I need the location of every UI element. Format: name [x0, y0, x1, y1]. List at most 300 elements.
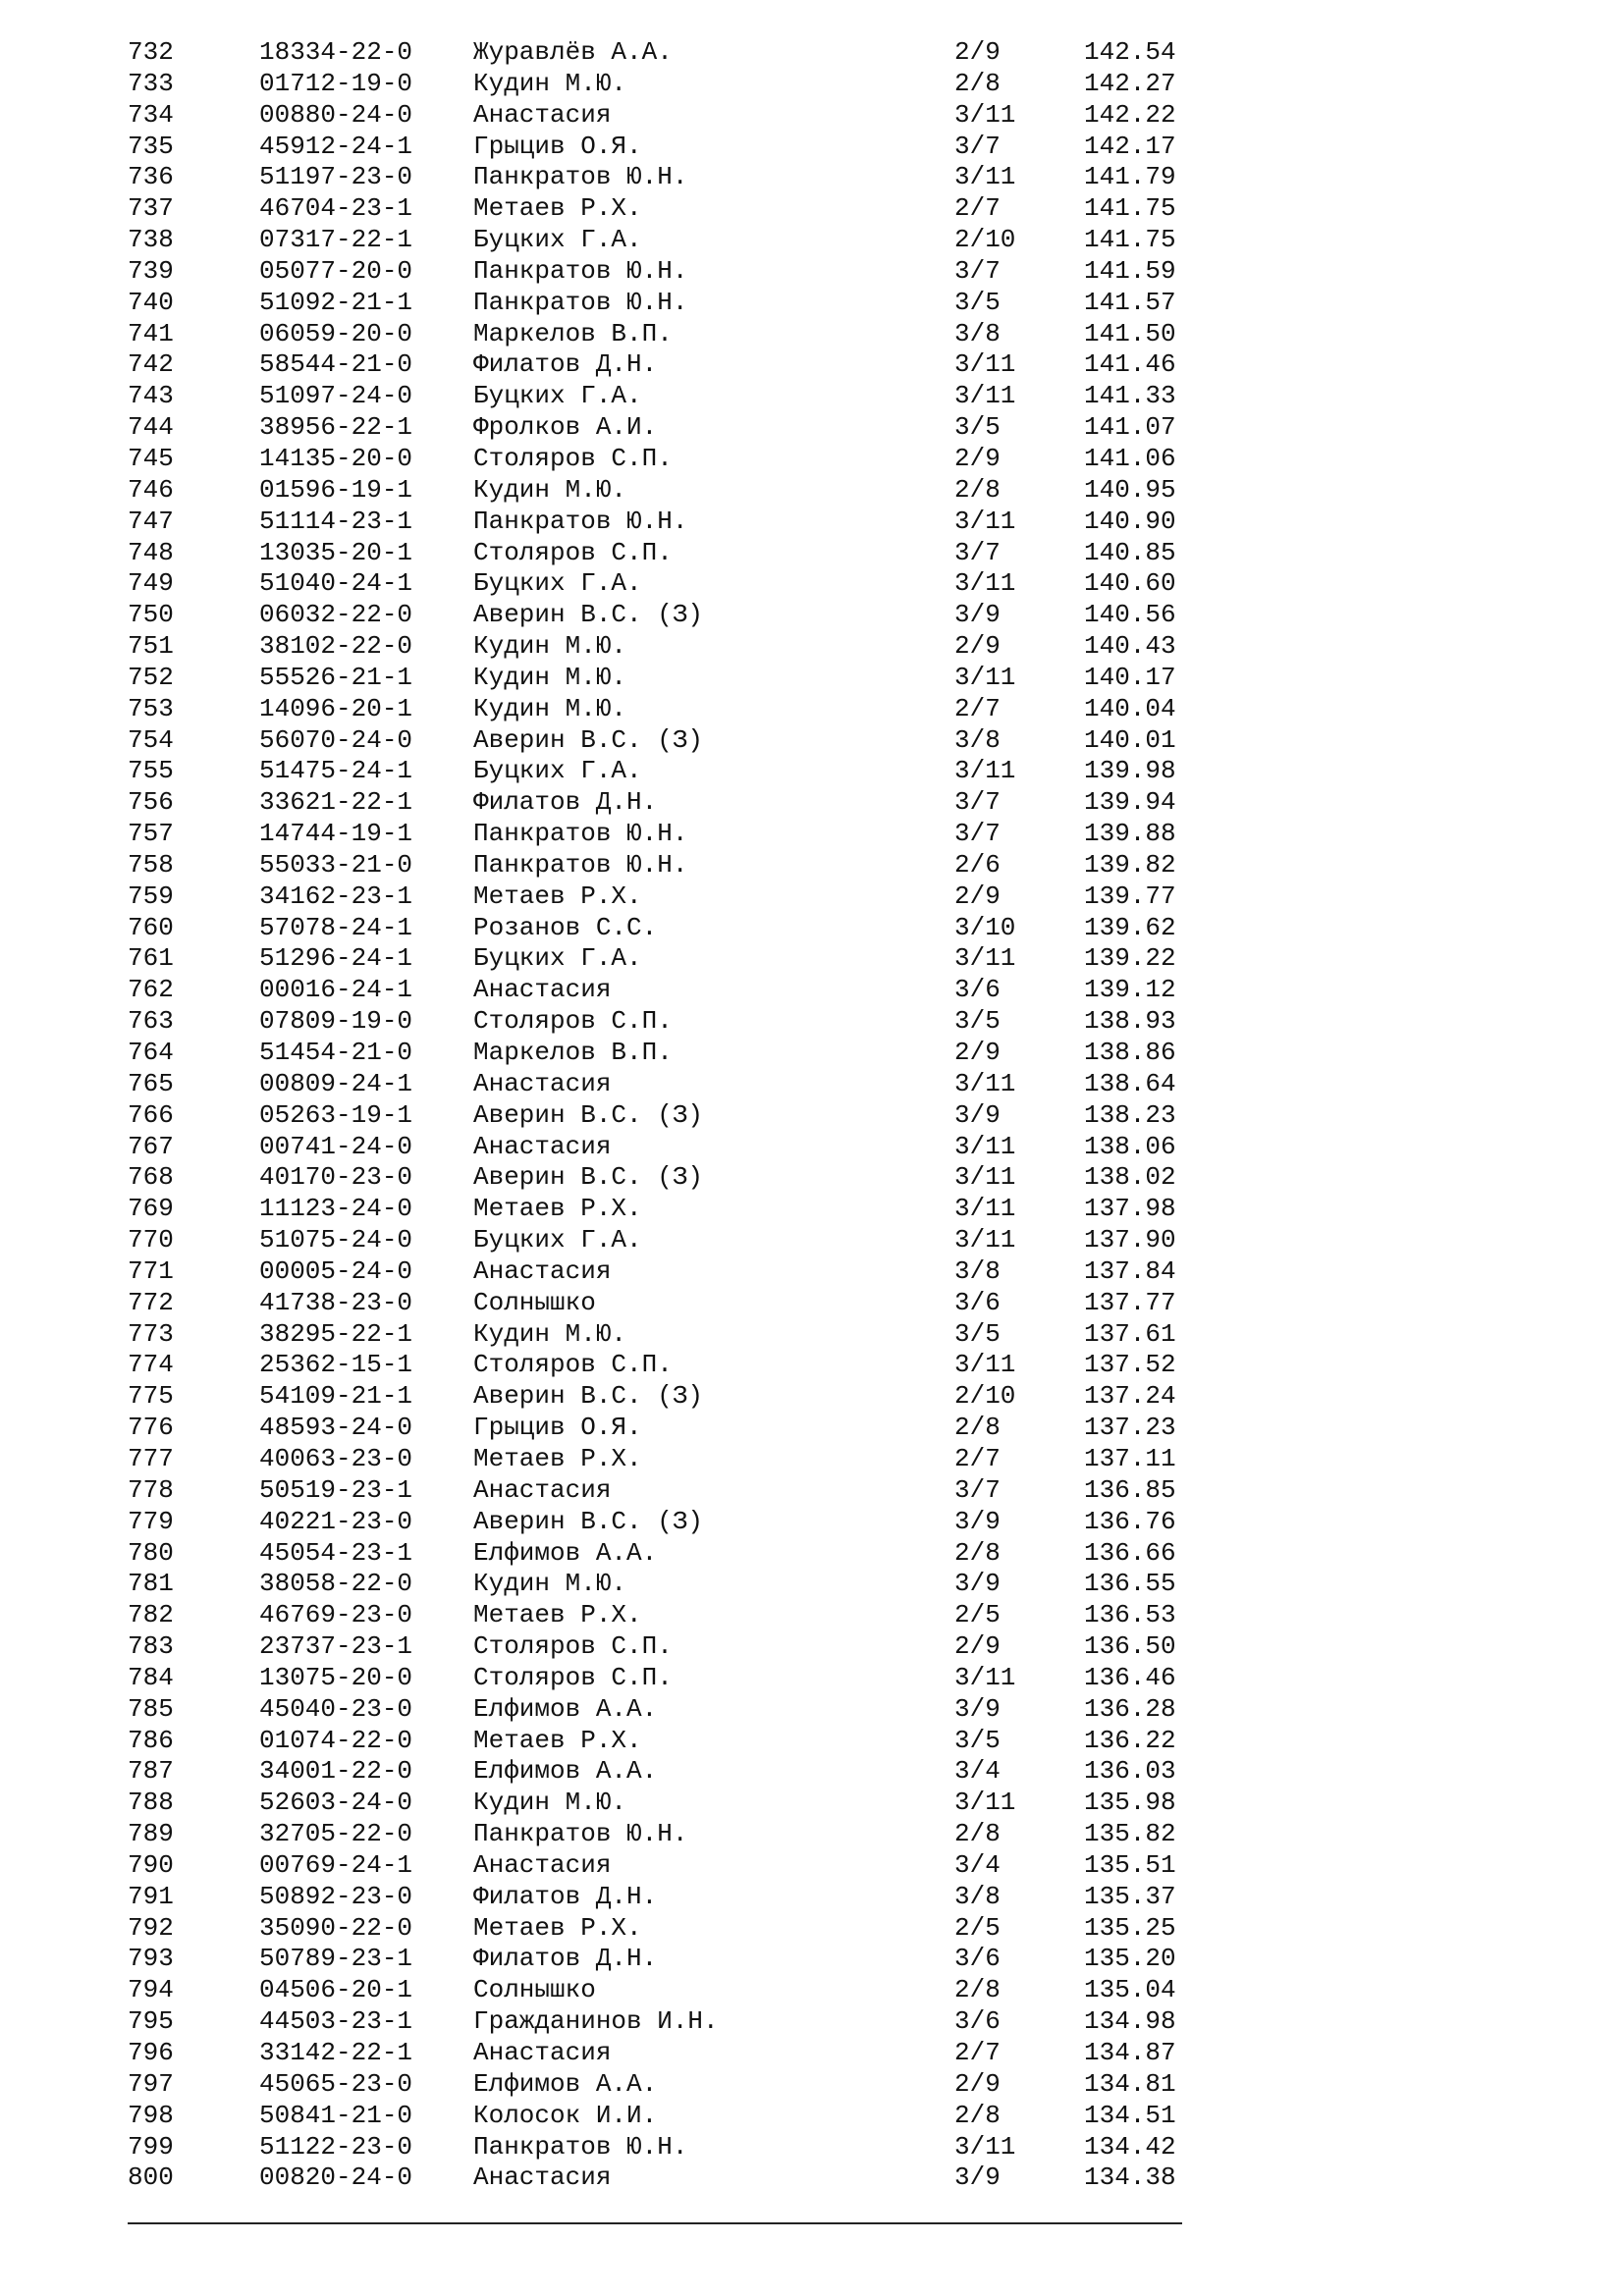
rank-number: 789 — [128, 1819, 174, 1849]
owner-name: Метаев Р.Х. — [473, 1725, 642, 1755]
score-value: 140.60 — [1084, 568, 1176, 599]
rank-number: 745 — [128, 443, 174, 473]
record-code: 05263-19-1 — [259, 1099, 413, 1130]
owner-name: Столяров С.П. — [473, 1006, 673, 1037]
ratio-value: 3/11 — [954, 162, 1016, 192]
rank-number: 772 — [128, 1287, 174, 1317]
score-value: 139.22 — [1084, 943, 1176, 974]
ratio-value: 3/5 — [954, 1006, 1001, 1037]
owner-name: Кудин М.Ю. — [473, 474, 627, 505]
record-code: 35090-22-0 — [259, 1912, 413, 1943]
record-code: 34001-22-0 — [259, 1756, 413, 1787]
score-value: 137.23 — [1084, 1413, 1176, 1443]
owner-name: Анастасия — [473, 1849, 612, 1880]
record-code: 50892-23-0 — [259, 1881, 413, 1911]
score-value: 138.93 — [1084, 1006, 1176, 1037]
ratio-value: 3/6 — [954, 1944, 1001, 1974]
owner-name: Грыцив О.Я. — [473, 131, 642, 161]
ratio-value: 2/7 — [954, 1443, 1001, 1473]
rank-number: 788 — [128, 1788, 174, 1818]
record-code: 45912-24-1 — [259, 131, 413, 161]
owner-name: Солнышко — [473, 1975, 596, 2005]
record-code: 50519-23-1 — [259, 1474, 413, 1505]
owner-name: Буцких Г.А. — [473, 568, 642, 599]
ratio-value: 2/8 — [954, 1975, 1001, 2005]
rank-number: 744 — [128, 412, 174, 443]
score-value: 136.46 — [1084, 1662, 1176, 1692]
ratio-value: 2/9 — [954, 2068, 1001, 2099]
owner-name: Анастасия — [473, 1131, 612, 1161]
rank-number: 787 — [128, 1756, 174, 1787]
rank-number: 782 — [128, 1600, 174, 1630]
ratio-value: 2/6 — [954, 849, 1001, 880]
ratio-value: 2/7 — [954, 193, 1001, 224]
score-value: 138.02 — [1084, 1162, 1176, 1193]
rank-number: 762 — [128, 975, 174, 1005]
record-code: 32705-22-0 — [259, 1819, 413, 1849]
owner-name: Анастасия — [473, 1255, 612, 1286]
ratio-value: 3/5 — [954, 1318, 1001, 1349]
record-code: 51475-24-1 — [259, 756, 413, 786]
ratio-value: 3/7 — [954, 819, 1001, 849]
rank-number: 740 — [128, 287, 174, 317]
ratio-value: 3/11 — [954, 662, 1016, 692]
record-code: 41738-23-0 — [259, 1287, 413, 1317]
score-value: 134.51 — [1084, 2100, 1176, 2130]
ratio-value: 3/9 — [954, 1506, 1001, 1536]
rank-number: 785 — [128, 1693, 174, 1724]
rank-number: 746 — [128, 474, 174, 505]
ratio-value: 3/11 — [954, 349, 1016, 380]
score-value: 141.79 — [1084, 162, 1176, 192]
record-code: 01596-19-1 — [259, 474, 413, 505]
score-value: 135.51 — [1084, 1849, 1176, 1880]
record-code: 57078-24-1 — [259, 912, 413, 942]
rank-number: 749 — [128, 568, 174, 599]
ratio-value: 3/4 — [954, 1756, 1001, 1787]
rank-number: 747 — [128, 506, 174, 536]
record-code: 50789-23-1 — [259, 1944, 413, 1974]
rank-number: 751 — [128, 631, 174, 662]
score-value: 142.27 — [1084, 68, 1176, 98]
score-value: 139.77 — [1084, 881, 1176, 911]
rank-number: 760 — [128, 912, 174, 942]
owner-name: Анастасия — [473, 2038, 612, 2067]
owner-name: Грыцив О.Я. — [473, 1413, 642, 1443]
ratio-value: 3/8 — [954, 318, 1001, 348]
score-value: 139.62 — [1084, 912, 1176, 942]
owner-name: Гражданинов И.Н. — [473, 2006, 719, 2037]
owner-name: Кудин М.Ю. — [473, 68, 627, 98]
record-code: 38295-22-1 — [259, 1318, 413, 1349]
rank-number: 759 — [128, 881, 174, 911]
score-value: 140.90 — [1084, 506, 1176, 536]
owner-name: Маркелов В.П. — [473, 1038, 673, 1067]
ratio-value: 3/11 — [954, 1662, 1016, 1692]
score-value: 140.95 — [1084, 474, 1176, 505]
rank-number: 769 — [128, 1194, 174, 1224]
score-value: 139.82 — [1084, 849, 1176, 880]
rank-number: 793 — [128, 1944, 174, 1974]
score-value: 140.17 — [1084, 662, 1176, 692]
owner-name: Столяров С.П. — [473, 537, 673, 567]
ratio-value: 3/11 — [954, 568, 1016, 599]
record-code: 45054-23-1 — [259, 1537, 413, 1568]
owner-name: Метаев Р.Х. — [473, 1194, 642, 1224]
ratio-value: 3/6 — [954, 2006, 1001, 2037]
score-value: 138.64 — [1084, 1068, 1176, 1098]
record-code: 45040-23-0 — [259, 1693, 413, 1724]
record-code: 06059-20-0 — [259, 318, 413, 348]
owner-name: Елфимов А.А. — [473, 1756, 658, 1787]
score-value: 135.25 — [1084, 1912, 1176, 1943]
owner-name: Филатов Д.Н. — [473, 349, 658, 380]
rank-number: 737 — [128, 193, 174, 224]
record-code: 51454-21-0 — [259, 1038, 413, 1067]
record-code: 11123-24-0 — [259, 1194, 413, 1224]
ratio-value: 3/7 — [954, 1474, 1001, 1505]
owner-name: Столяров С.П. — [473, 1350, 673, 1380]
rank-number: 738 — [128, 225, 174, 255]
record-code: 51075-24-0 — [259, 1225, 413, 1255]
score-value: 136.03 — [1084, 1756, 1176, 1787]
ratio-value: 3/6 — [954, 975, 1001, 1005]
owner-name: Буцких Г.А. — [473, 381, 642, 411]
rank-number: 790 — [128, 1849, 174, 1880]
owner-name: Анастасия — [473, 99, 612, 130]
rank-number: 773 — [128, 1318, 174, 1349]
owner-name: Метаев Р.Х. — [473, 193, 642, 224]
score-value: 137.11 — [1084, 1443, 1176, 1473]
record-code: 51097-24-0 — [259, 381, 413, 411]
owner-name: Панкратов Ю.Н. — [473, 2131, 688, 2162]
owner-name: Анастасия — [473, 1068, 612, 1098]
score-value: 141.75 — [1084, 225, 1176, 255]
score-value: 140.85 — [1084, 537, 1176, 567]
record-code: 00880-24-0 — [259, 99, 413, 130]
score-value: 141.57 — [1084, 287, 1176, 317]
rank-number: 778 — [128, 1474, 174, 1505]
rank-number: 781 — [128, 1569, 174, 1599]
score-value: 139.98 — [1084, 756, 1176, 786]
score-value: 140.01 — [1084, 724, 1176, 755]
ratio-value: 3/11 — [954, 1225, 1016, 1255]
record-code: 00820-24-0 — [259, 2163, 413, 2193]
rank-number: 784 — [128, 1662, 174, 1692]
rank-number: 755 — [128, 756, 174, 786]
record-code: 00769-24-1 — [259, 1849, 413, 1880]
owner-name: Столяров С.П. — [473, 1662, 673, 1692]
record-code: 40221-23-0 — [259, 1506, 413, 1536]
rank-number: 780 — [128, 1537, 174, 1568]
score-value: 135.20 — [1084, 1944, 1176, 1974]
owner-name: Буцких Г.А. — [473, 1225, 642, 1255]
score-value: 135.04 — [1084, 1975, 1176, 2005]
rank-number: 767 — [128, 1131, 174, 1161]
record-code: 33621-22-1 — [259, 787, 413, 818]
rank-number: 739 — [128, 255, 174, 286]
owner-name: Филатов Д.Н. — [473, 1881, 658, 1911]
score-value: 138.86 — [1084, 1038, 1176, 1067]
rank-number: 763 — [128, 1006, 174, 1037]
record-code: 51296-24-1 — [259, 943, 413, 974]
owner-name: Кудин М.Ю. — [473, 1788, 627, 1818]
ratio-value: 3/11 — [954, 2131, 1016, 2162]
score-value: 140.43 — [1084, 631, 1176, 662]
ratio-value: 2/8 — [954, 474, 1001, 505]
ratio-value: 3/11 — [954, 1350, 1016, 1380]
score-value: 138.06 — [1084, 1131, 1176, 1161]
ratio-value: 2/9 — [954, 631, 1001, 662]
score-value: 141.50 — [1084, 318, 1176, 348]
score-value: 141.75 — [1084, 193, 1176, 224]
owner-name: Кудин М.Ю. — [473, 1318, 627, 1349]
score-value: 135.37 — [1084, 1881, 1176, 1911]
record-code: 40063-23-0 — [259, 1443, 413, 1473]
rank-number: 768 — [128, 1162, 174, 1193]
score-value: 141.33 — [1084, 381, 1176, 411]
ratio-value: 3/11 — [954, 1162, 1016, 1193]
ratio-value: 3/5 — [954, 287, 1001, 317]
owner-name: Кудин М.Ю. — [473, 1569, 627, 1599]
record-code: 55526-21-1 — [259, 662, 413, 692]
record-code: 05077-20-0 — [259, 255, 413, 286]
record-code: 00809-24-1 — [259, 1068, 413, 1098]
ratio-value: 3/11 — [954, 1788, 1016, 1818]
ratio-value: 3/4 — [954, 1849, 1001, 1880]
ratio-value: 3/9 — [954, 1099, 1001, 1130]
record-code: 51092-21-1 — [259, 287, 413, 317]
record-code: 38102-22-0 — [259, 631, 413, 662]
rank-number: 748 — [128, 537, 174, 567]
owner-name: Анастасия — [473, 1474, 612, 1505]
owner-name: Аверин В.С. (З) — [473, 1099, 704, 1130]
rank-number: 764 — [128, 1038, 174, 1067]
rank-number: 761 — [128, 943, 174, 974]
ratio-value: 3/11 — [954, 506, 1016, 536]
score-value: 141.06 — [1084, 443, 1176, 473]
score-value: 134.42 — [1084, 2131, 1176, 2162]
record-code: 38058-22-0 — [259, 1569, 413, 1599]
ratio-value: 3/6 — [954, 1287, 1001, 1317]
rank-number: 797 — [128, 2068, 174, 2099]
rank-number: 752 — [128, 662, 174, 692]
owner-name: Анастасия — [473, 2163, 612, 2193]
owner-name: Журавлёв А.А. — [473, 37, 673, 67]
rank-number: 770 — [128, 1225, 174, 1255]
rank-number: 732 — [128, 37, 174, 67]
owner-name: Аверин В.С. (З) — [473, 1381, 704, 1412]
owner-name: Анастасия — [473, 975, 612, 1005]
rank-number: 775 — [128, 1381, 174, 1412]
score-value: 136.76 — [1084, 1506, 1176, 1536]
record-code: 04506-20-1 — [259, 1975, 413, 2005]
score-value: 134.81 — [1084, 2068, 1176, 2099]
score-value: 136.28 — [1084, 1693, 1176, 1724]
score-value: 138.23 — [1084, 1099, 1176, 1130]
owner-name: Буцких Г.А. — [473, 943, 642, 974]
rank-number: 776 — [128, 1413, 174, 1443]
ratio-value: 2/9 — [954, 37, 1001, 67]
ratio-value: 2/7 — [954, 2038, 1001, 2067]
ratio-value: 2/9 — [954, 881, 1001, 911]
owner-name: Филатов Д.Н. — [473, 1944, 658, 1974]
ratio-value: 3/9 — [954, 1693, 1001, 1724]
record-code: 34162-23-1 — [259, 881, 413, 911]
score-value: 135.82 — [1084, 1819, 1176, 1849]
owner-name: Метаев Р.Х. — [473, 881, 642, 911]
owner-name: Метаев Р.Х. — [473, 1600, 642, 1630]
score-value: 134.87 — [1084, 2038, 1176, 2067]
ratio-value: 3/11 — [954, 1194, 1016, 1224]
rank-number: 794 — [128, 1975, 174, 2005]
record-code: 46704-23-1 — [259, 193, 413, 224]
ratio-value: 3/7 — [954, 787, 1001, 818]
ratio-value: 3/8 — [954, 1881, 1001, 1911]
score-value: 137.61 — [1084, 1318, 1176, 1349]
ratio-value: 2/5 — [954, 1912, 1001, 1943]
record-code: 13075-20-0 — [259, 1662, 413, 1692]
ratio-value: 3/9 — [954, 2163, 1001, 2193]
score-value: 136.85 — [1084, 1474, 1176, 1505]
owner-name: Кудин М.Ю. — [473, 662, 627, 692]
owner-name: Аверин В.С. (З) — [473, 1506, 704, 1536]
ratio-value: 2/10 — [954, 225, 1016, 255]
rank-number: 798 — [128, 2100, 174, 2130]
score-value: 136.50 — [1084, 1631, 1176, 1662]
owner-name: Буцких Г.А. — [473, 756, 642, 786]
rank-number: 795 — [128, 2006, 174, 2037]
score-value: 136.66 — [1084, 1537, 1176, 1568]
ratio-value: 2/9 — [954, 443, 1001, 473]
record-code: 48593-24-0 — [259, 1413, 413, 1443]
rank-number: 742 — [128, 349, 174, 380]
rank-number: 735 — [128, 131, 174, 161]
owner-name: Метаев Р.Х. — [473, 1443, 642, 1473]
score-value: 136.55 — [1084, 1569, 1176, 1599]
record-code: 00005-24-0 — [259, 1255, 413, 1286]
ratio-value: 3/11 — [954, 99, 1016, 130]
owner-name: Панкратов Ю.Н. — [473, 849, 688, 880]
owner-name: Буцких Г.А. — [473, 225, 642, 255]
owner-name: Столяров С.П. — [473, 443, 673, 473]
ratio-value: 3/11 — [954, 756, 1016, 786]
record-code: 56070-24-0 — [259, 724, 413, 755]
rank-number: 791 — [128, 1881, 174, 1911]
score-value: 134.98 — [1084, 2006, 1176, 2037]
owner-name: Столяров С.П. — [473, 1631, 673, 1662]
owner-name: Метаев Р.Х. — [473, 1912, 642, 1943]
owner-name: Панкратов Ю.Н. — [473, 255, 688, 286]
score-value: 142.22 — [1084, 99, 1176, 130]
score-value: 137.52 — [1084, 1350, 1176, 1380]
record-code: 00741-24-0 — [259, 1131, 413, 1161]
score-value: 135.98 — [1084, 1788, 1176, 1818]
ratio-value: 3/11 — [954, 381, 1016, 411]
record-code: 51122-23-0 — [259, 2131, 413, 2162]
record-code: 18334-22-0 — [259, 37, 413, 67]
ratio-value: 2/8 — [954, 1537, 1001, 1568]
ratio-value: 3/7 — [954, 131, 1001, 161]
rank-number: 750 — [128, 600, 174, 630]
rank-number: 799 — [128, 2131, 174, 2162]
score-value: 139.12 — [1084, 975, 1176, 1005]
score-value: 137.77 — [1084, 1287, 1176, 1317]
owner-name: Елфимов А.А. — [473, 1693, 658, 1724]
ratio-value: 3/5 — [954, 1725, 1001, 1755]
record-code: 45065-23-0 — [259, 2068, 413, 2099]
owner-name: Кудин М.Ю. — [473, 631, 627, 662]
ratio-value: 3/9 — [954, 600, 1001, 630]
record-code: 33142-22-1 — [259, 2038, 413, 2067]
rank-number: 753 — [128, 693, 174, 723]
rank-number: 786 — [128, 1725, 174, 1755]
ratio-value: 3/5 — [954, 412, 1001, 443]
score-value: 136.22 — [1084, 1725, 1176, 1755]
rank-number: 765 — [128, 1068, 174, 1098]
owner-name: Маркелов В.П. — [473, 318, 673, 348]
owner-name: Кудин М.Ю. — [473, 693, 627, 723]
score-value: 140.04 — [1084, 693, 1176, 723]
record-code: 07317-22-1 — [259, 225, 413, 255]
ratio-value: 3/11 — [954, 1068, 1016, 1098]
score-value: 134.38 — [1084, 2163, 1176, 2193]
record-code: 25362-15-1 — [259, 1350, 413, 1380]
owner-name: Аверин В.С. (З) — [473, 1162, 704, 1193]
record-code: 14096-20-1 — [259, 693, 413, 723]
rank-number: 754 — [128, 724, 174, 755]
ratio-value: 2/8 — [954, 2100, 1001, 2130]
rank-number: 774 — [128, 1350, 174, 1380]
record-code: 01712-19-0 — [259, 68, 413, 98]
record-code: 50841-21-0 — [259, 2100, 413, 2130]
owner-name: Розанов С.С. — [473, 912, 658, 942]
score-value: 136.53 — [1084, 1600, 1176, 1630]
record-code: 44503-23-1 — [259, 2006, 413, 2037]
score-value: 137.98 — [1084, 1194, 1176, 1224]
record-code: 13035-20-1 — [259, 537, 413, 567]
score-value: 137.90 — [1084, 1225, 1176, 1255]
ratio-value: 2/8 — [954, 68, 1001, 98]
ratio-value: 2/8 — [954, 1413, 1001, 1443]
ratio-value: 2/9 — [954, 1038, 1001, 1067]
rank-number: 758 — [128, 849, 174, 880]
rank-number: 734 — [128, 99, 174, 130]
owner-name: Фролков А.И. — [473, 412, 658, 443]
rank-number: 800 — [128, 2163, 174, 2193]
record-code: 51197-23-0 — [259, 162, 413, 192]
ratio-value: 3/10 — [954, 912, 1016, 942]
bottom-rule — [128, 2222, 1182, 2224]
score-value: 142.54 — [1084, 37, 1176, 67]
owner-name: Панкратов Ю.Н. — [473, 1819, 688, 1849]
owner-name: Панкратов Ю.Н. — [473, 287, 688, 317]
ratio-value: 3/7 — [954, 255, 1001, 286]
record-code: 46769-23-0 — [259, 1600, 413, 1630]
ratio-value: 2/8 — [954, 1819, 1001, 1849]
rank-number: 757 — [128, 819, 174, 849]
rank-number: 792 — [128, 1912, 174, 1943]
ratio-value: 2/7 — [954, 693, 1001, 723]
record-code: 51040-24-1 — [259, 568, 413, 599]
ratio-value: 3/11 — [954, 1131, 1016, 1161]
score-value: 140.56 — [1084, 600, 1176, 630]
score-value: 139.88 — [1084, 819, 1176, 849]
score-value: 141.46 — [1084, 349, 1176, 380]
owner-name: Елфимов А.А. — [473, 1537, 658, 1568]
record-code: 40170-23-0 — [259, 1162, 413, 1193]
rank-number: 779 — [128, 1506, 174, 1536]
